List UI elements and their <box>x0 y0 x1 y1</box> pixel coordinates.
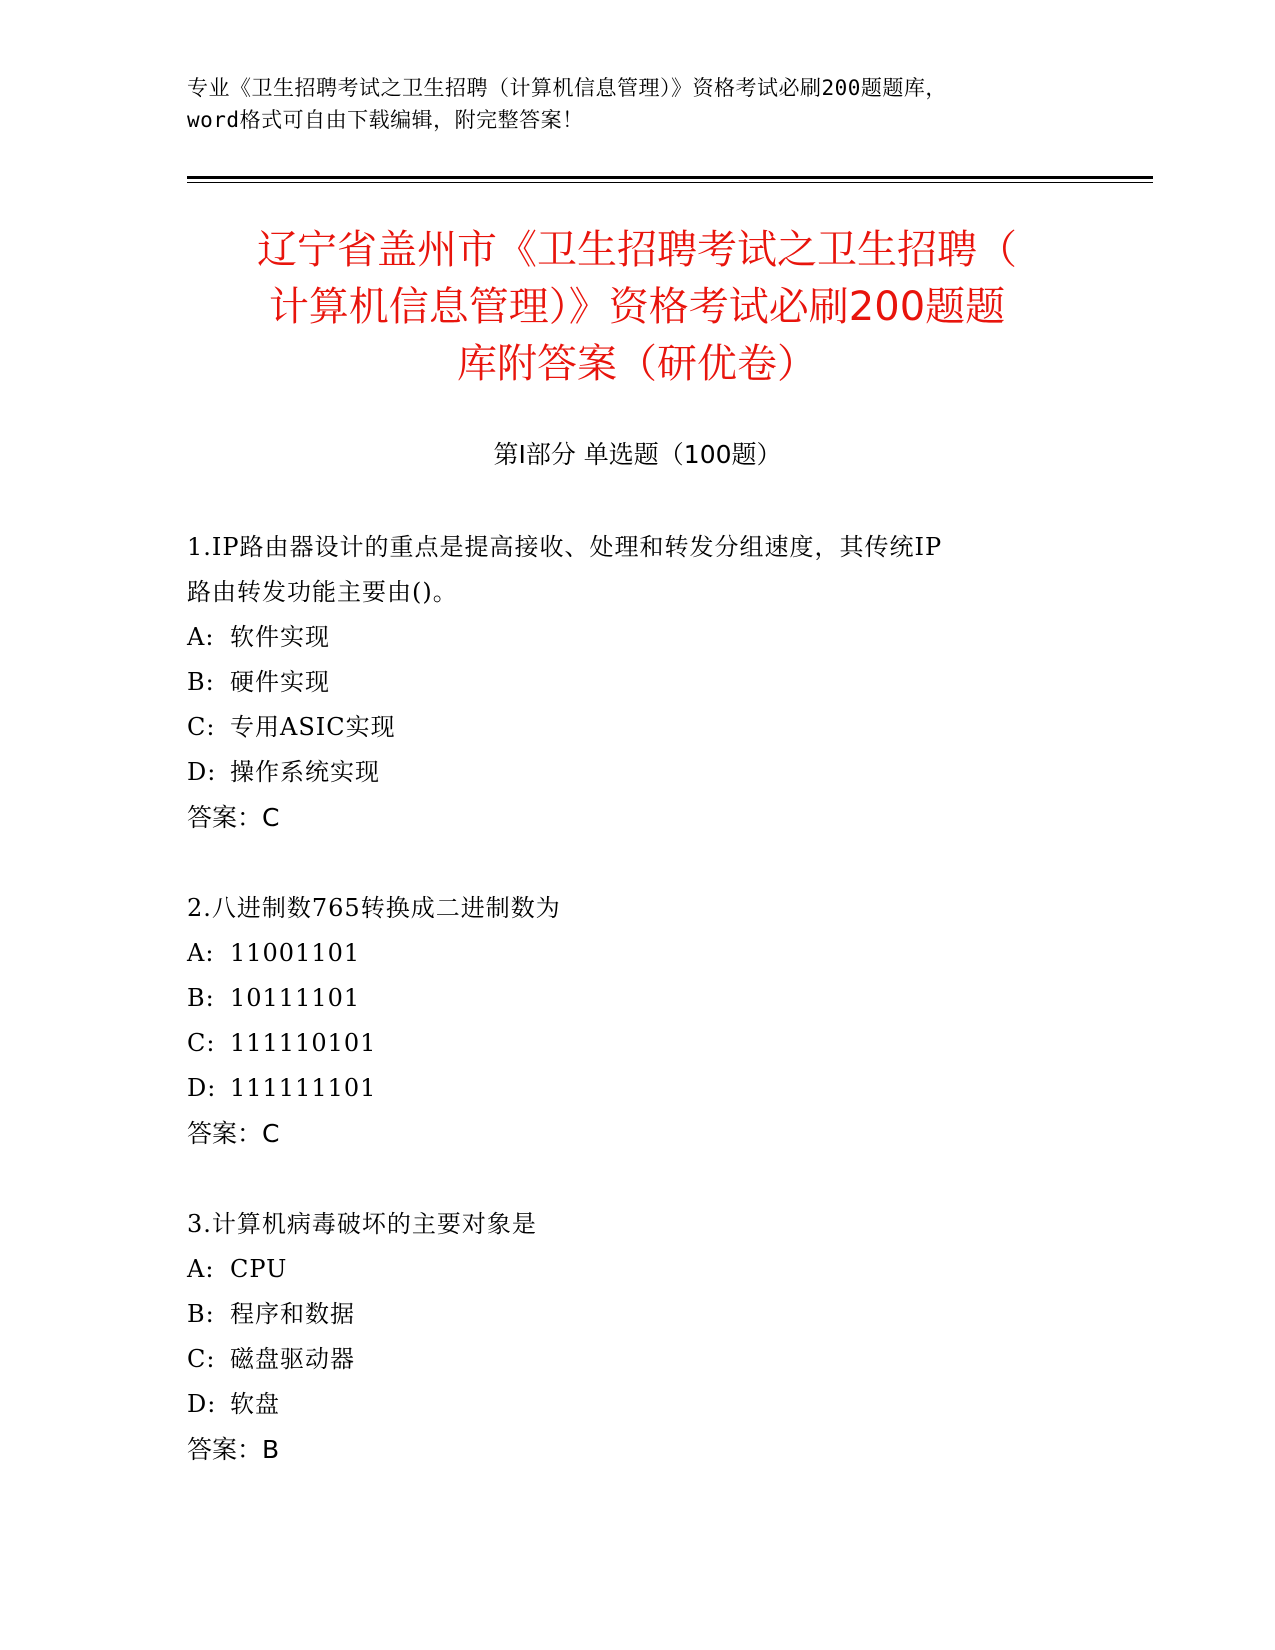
option-text: CPU <box>230 1255 288 1283</box>
question-stem-line: 1.IP路由器设计的重点是提高接收、处理和转发分组速度，其传统IP <box>187 533 943 561</box>
option-key: A: <box>187 623 215 651</box>
option-d <box>187 1382 1087 1427</box>
option-key: D: <box>187 758 217 786</box>
option-key: C: <box>187 713 216 741</box>
header-divider <box>187 176 1153 179</box>
header-note-line: word格式可自由下载编辑，附完整答案！ <box>187 108 584 132</box>
option-text: 硬件实现 <box>230 668 330 696</box>
option-text: 111111101 <box>230 1074 377 1102</box>
title-line: 库附答案（研优卷） <box>457 341 817 387</box>
option-b <box>187 660 1087 705</box>
option-a <box>187 1247 1087 1292</box>
option-a <box>187 615 1087 660</box>
option-c <box>187 705 1087 750</box>
header-note-line: 专业《卫生招聘考试之卫生招聘（计算机信息管理）》资格考试必刷200题题库， <box>187 76 947 100</box>
question-stem <box>187 1202 1087 1247</box>
header-note <box>187 72 1087 136</box>
option-text: 10111101 <box>230 984 361 1012</box>
question-2 <box>187 886 1087 1157</box>
option-text: 软件实现 <box>230 623 330 651</box>
question-1 <box>187 525 1087 841</box>
option-d <box>187 750 1087 795</box>
document-title <box>187 222 1087 393</box>
option-a <box>187 931 1087 976</box>
option-b <box>187 1292 1087 1337</box>
question-stem-line: 路由转发功能主要由()。 <box>187 578 458 606</box>
question-3 <box>187 1202 1087 1473</box>
option-text: 111110101 <box>230 1029 377 1057</box>
option-key: B: <box>187 668 215 696</box>
question-stem-line: 2.八进制数765转换成二进制数为 <box>187 894 561 922</box>
option-text: 专用ASIC实现 <box>230 713 396 741</box>
title-line: 计算机信息管理）》资格考试必刷200题题 <box>268 284 1006 330</box>
section-heading: 第Ⅰ部分 单选题（100题） <box>493 440 782 469</box>
answer: 答案：B <box>187 1435 280 1464</box>
option-key: A: <box>187 939 215 967</box>
option-d <box>187 1066 1087 1111</box>
option-text: 磁盘驱动器 <box>230 1345 355 1373</box>
header-divider-thin <box>187 182 1153 183</box>
option-key: C: <box>187 1029 216 1057</box>
option-b <box>187 976 1087 1021</box>
answer: 答案：C <box>187 1119 280 1148</box>
option-key: B: <box>187 1300 215 1328</box>
option-text: 11001101 <box>230 939 361 967</box>
question-list <box>187 525 1087 1518</box>
question-stem-line: 3.计算机病毒破坏的主要对象是 <box>187 1210 537 1238</box>
option-c <box>187 1337 1087 1382</box>
option-key: B: <box>187 984 215 1012</box>
option-c <box>187 1021 1087 1066</box>
option-key: C: <box>187 1345 216 1373</box>
option-text: 软盘 <box>230 1390 280 1418</box>
option-key: D: <box>187 1390 217 1418</box>
answer: 答案：C <box>187 803 280 832</box>
question-stem <box>187 886 1087 931</box>
option-text: 程序和数据 <box>230 1300 355 1328</box>
question-stem <box>187 525 1087 615</box>
option-key: A: <box>187 1255 215 1283</box>
title-line: 辽宁省盖州市《卫生招聘考试之卫生招聘（ <box>257 227 1017 273</box>
option-text: 操作系统实现 <box>230 758 380 786</box>
option-key: D: <box>187 1074 217 1102</box>
